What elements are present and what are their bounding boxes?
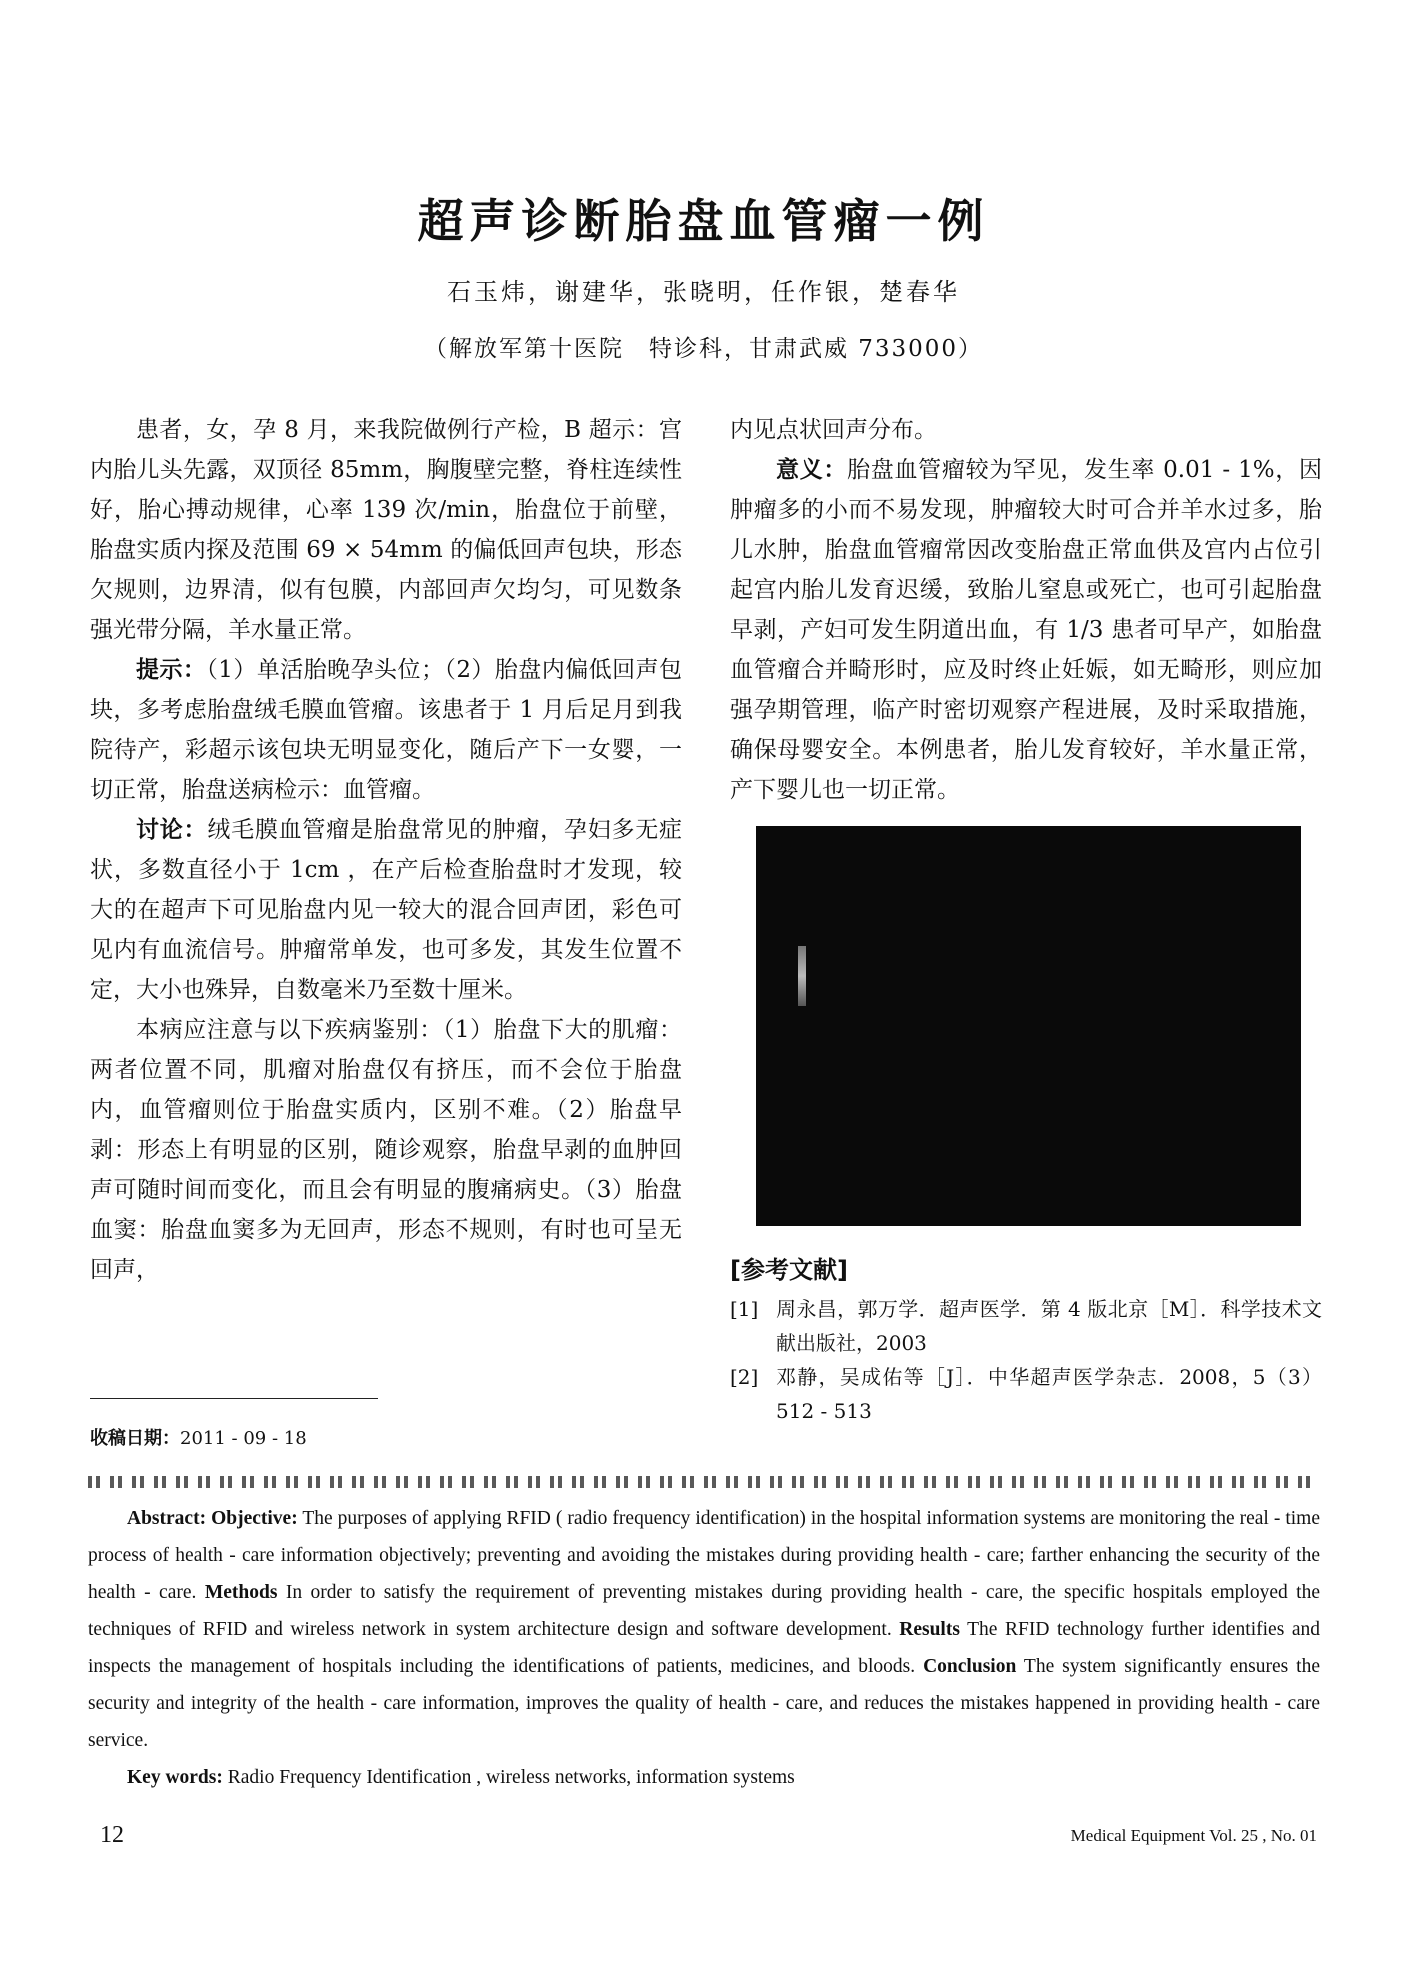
results-text: The RFID technology further identifies and inspects the management of hospitals including the identifications of patients, medicines, and bloods. [88, 1619, 1320, 1677]
keywords-text: Radio Frequency Identification , wireless networks, information systems [222, 1767, 795, 1788]
discussion-paragraph [90, 810, 682, 1010]
conclusion-text: The system significantly ensures the security and integrity of the health - care information, improves the quality of health - care, and reduces the mistakes happened in providing health - care service. [88, 1656, 1321, 1751]
references-heading: [参考文献] [730, 1256, 848, 1284]
reference-item [730, 1292, 1322, 1360]
page-number: 12 [100, 1822, 124, 1848]
english-abstract [88, 1500, 1320, 1796]
reference-number: [1] [730, 1297, 759, 1321]
continuation-paragraph: 内见点状回声分布。 [730, 417, 937, 443]
results-label: Results [899, 1619, 960, 1640]
reference-text: 邓静，吴成佑等［J］．中华超声医学杂志．2008，5（3）512 - 513 [776, 1365, 1322, 1423]
reference-text: 周永昌，郭万学．超声医学．第 4 版北京［M］．科学技术文献出版社，2003 [776, 1297, 1322, 1355]
discussion-text: 绒毛膜血管瘤是胎盘常见的肿瘤，孕妇多无症状，多数直径小于 1cm ，在产后检查胎盘时才发现，较大的在超声下可见胎盘内见一较大的混合回声团，彩色可见内有血流信号。肿瘤常单发，也可多发，其发生位置不定，大小也殊异，自数毫米乃至数十厘米。 [90, 817, 683, 1003]
ornamental-divider [88, 1476, 1320, 1488]
keywords-label: Key words: [127, 1767, 223, 1788]
hint-text: （1）单活胎晚孕头位；（2）胎盘内偏低回声包块，多考虑胎盘绒毛膜血管瘤。该患者于 1 月后足月到我院待产，彩超示该包块无明显变化，随后产下一女婴，一切正常，胎盘送病检示：血管瘤。 [90, 657, 682, 803]
differential-paragraph: 本病应注意与以下疾病鉴别：（1）胎盘下大的肌瘤：两者位置不同，肌瘤对胎盘仅有挤压，而不会位于胎盘内，血管瘤则位于胎盘实质内，区别不难。（2）胎盘早剥：形态上有明显的区别，随诊观察，胎盘早剥的血肿回声可随时间而变化，而且会有明显的腹痛病史。（3）胎盘血窦：胎盘血窦多为无回声，形态不规则，有时也可呈无回声， [90, 1017, 682, 1283]
journal-footer: Medical Equipment Vol. 25 , No. 01 [1070, 1826, 1317, 1845]
discussion-label: 讨论： [136, 817, 208, 843]
methods-label: Methods [204, 1582, 278, 1603]
received-value: 2011 - 09 - 18 [180, 1428, 307, 1449]
received-date [90, 1424, 307, 1450]
reference-item [730, 1360, 1322, 1428]
received-label: 收稿日期： [90, 1428, 180, 1449]
significance-label: 意义： [776, 457, 848, 483]
reference-number: [2] [730, 1365, 759, 1389]
significance-paragraph [730, 450, 1322, 810]
significance-text: 胎盘血管瘤较为罕见，发生率 0.01 - 1%，因肿瘤多的小而不易发现，肿瘤较大时可合并羊水过多，胎儿水肿，胎盘血管瘤常因改变胎盘正常血供及宫内占位引起宫内胎儿发育迟缓，致胎儿窒息或死亡，也可引起胎盘早剥，产妇可发生阴道出血，有 1/3 患者可早产，如胎盘血管瘤合并畸形时，应及时终止妊娠，如无畸形，则应加强孕期管理，临产时密切观察产程进展，及时采取措施，确保母婴安全。本例患者，胎儿发育较好，羊水量正常，产下婴儿也一切正常。 [730, 457, 1323, 803]
article-title: 超声诊断胎盘血管瘤一例 [417, 194, 990, 248]
left-column [90, 410, 682, 1290]
hint-paragraph [90, 650, 682, 810]
abstract-label: Abstract: [127, 1508, 207, 1529]
hint-label: 提示： [136, 657, 207, 683]
affiliation: （解放军第十医院 特诊科，甘肃武威 733000） [423, 336, 984, 362]
objective-label: Objective: [211, 1508, 298, 1529]
ultrasound-gain-bar [798, 946, 806, 1006]
keywords-paragraph [88, 1759, 1320, 1796]
methods-text: In order to satisfy the requirement of preventing mistakes during providing health - care, the specific hospitals employed the techniques of RFID and wireless network in system architecture design and software development. [88, 1582, 1320, 1640]
case-paragraph: 患者，女，孕 8 月，来我院做例行产检，B 超示：宫内胎儿头先露，双顶径 85mm，胸腹壁完整，脊柱连续性好，胎心搏动规律，心率 139 次/min，胎盘位于前壁，胎盘实质内探及范围 69 × 54mm 的偏低回声包块，形态欠规则，边界清，似有包膜，内部回声欠均匀，可见数条强光带分隔，羊水量正常。 [90, 417, 682, 643]
ultrasound-image [756, 826, 1301, 1226]
abstract-paragraph [88, 1500, 1320, 1759]
footnote-rule [90, 1398, 378, 1399]
reference-list [730, 1292, 1322, 1428]
right-column [730, 410, 1322, 1428]
author-list: 石玉炜，谢建华，张晓明，任作银，楚春华 [447, 278, 960, 306]
conclusion-label: Conclusion [923, 1656, 1017, 1677]
objective-text: The purposes of applying RFID ( radio frequency identification) in the hospital information systems are monitoring the real - time process of health - care information objectively; preventing and avoiding the mistakes during providing health - care; farther enhancing the security of the health - care. [88, 1508, 1320, 1603]
